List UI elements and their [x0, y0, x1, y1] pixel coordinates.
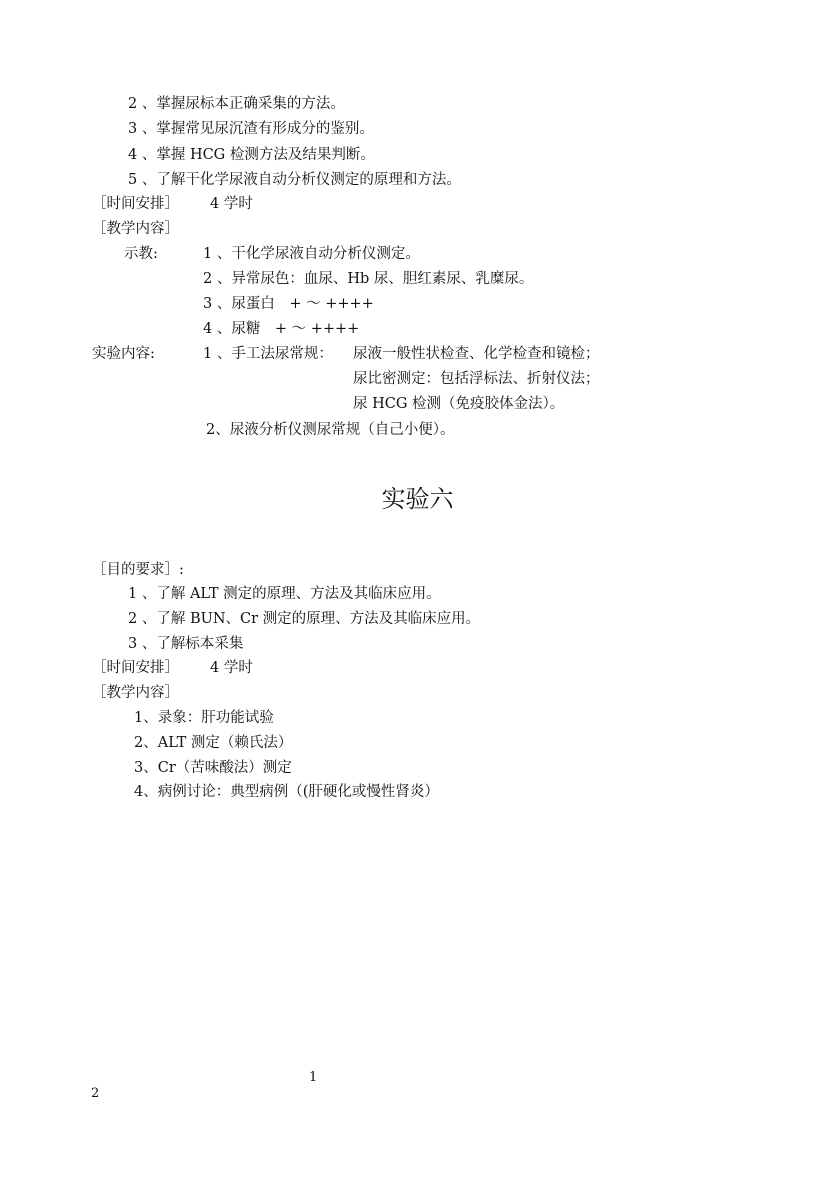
- time-value: 4 学时: [210, 660, 253, 676]
- content-item: 3、Cr（苦味酸法）测定: [134, 760, 292, 776]
- objective-line: 2 、掌握尿标本正确采集的方法。: [128, 96, 345, 112]
- objective-line: 2 、了解 BUN、Cr 测定的原理、方法及其临床应用。: [128, 611, 481, 627]
- experiment-title: 实验六: [381, 485, 454, 513]
- objective-line: 3 、掌握常见尿沉渣有形成分的鉴别。: [128, 121, 374, 137]
- content-item: 2、ALT 测定（赖氏法）: [134, 735, 293, 751]
- time-value: 4 学时: [210, 196, 253, 212]
- page-number-secondary: 2: [91, 1086, 100, 1101]
- lab-item-line: 尿比密测定：包括浮标法、折射仪法；: [353, 371, 600, 387]
- demo-item: 4 、尿糖 + ～ ++++: [203, 321, 360, 337]
- demo-item: 3 、尿蛋白 + ～ ++++: [203, 296, 374, 312]
- objective-line: 1 、了解 ALT 测定的原理、方法及其临床应用。: [128, 586, 441, 602]
- page-number: 1: [309, 1070, 318, 1085]
- lab-item: 2、尿液分析仪测尿常规（自己小便）。: [206, 422, 455, 438]
- lab-item-line: 尿液一般性状检查、化学检查和镜检；: [353, 346, 600, 362]
- objective-line: 4 、掌握 HCG 检测方法及结果判断。: [128, 147, 375, 163]
- objective-line: 5 、了解干化学尿液自动分析仪测定的原理和方法。: [128, 172, 461, 188]
- content-label: ［教学内容］: [92, 221, 179, 237]
- content-label: ［教学内容］: [92, 685, 179, 701]
- demo-item: 1 、干化学尿液自动分析仪测定。: [203, 246, 420, 262]
- time-label: ［时间安排］: [92, 196, 179, 212]
- content-item: 1、录象：肝功能试验: [134, 710, 274, 726]
- demo-label: 示教:: [124, 246, 158, 262]
- time-label: ［时间安排］: [92, 660, 179, 676]
- lab-item-lead: 1 、手工法尿常规：: [203, 346, 333, 362]
- content-item: 4、病例讨论：典型病例（(肝硬化或慢性肾炎）: [134, 784, 439, 800]
- objective-line: 3 、了解标本采集: [128, 636, 244, 652]
- lab-label: 实验内容:: [92, 346, 155, 362]
- lab-item-line: 尿 HCG 检测（免疫胶体金法）。: [353, 396, 565, 412]
- objectives-label: ［目的要求］:: [92, 562, 184, 578]
- demo-item: 2 、异常尿色：血尿、Hb 尿、胆红素尿、乳糜尿。: [203, 271, 534, 287]
